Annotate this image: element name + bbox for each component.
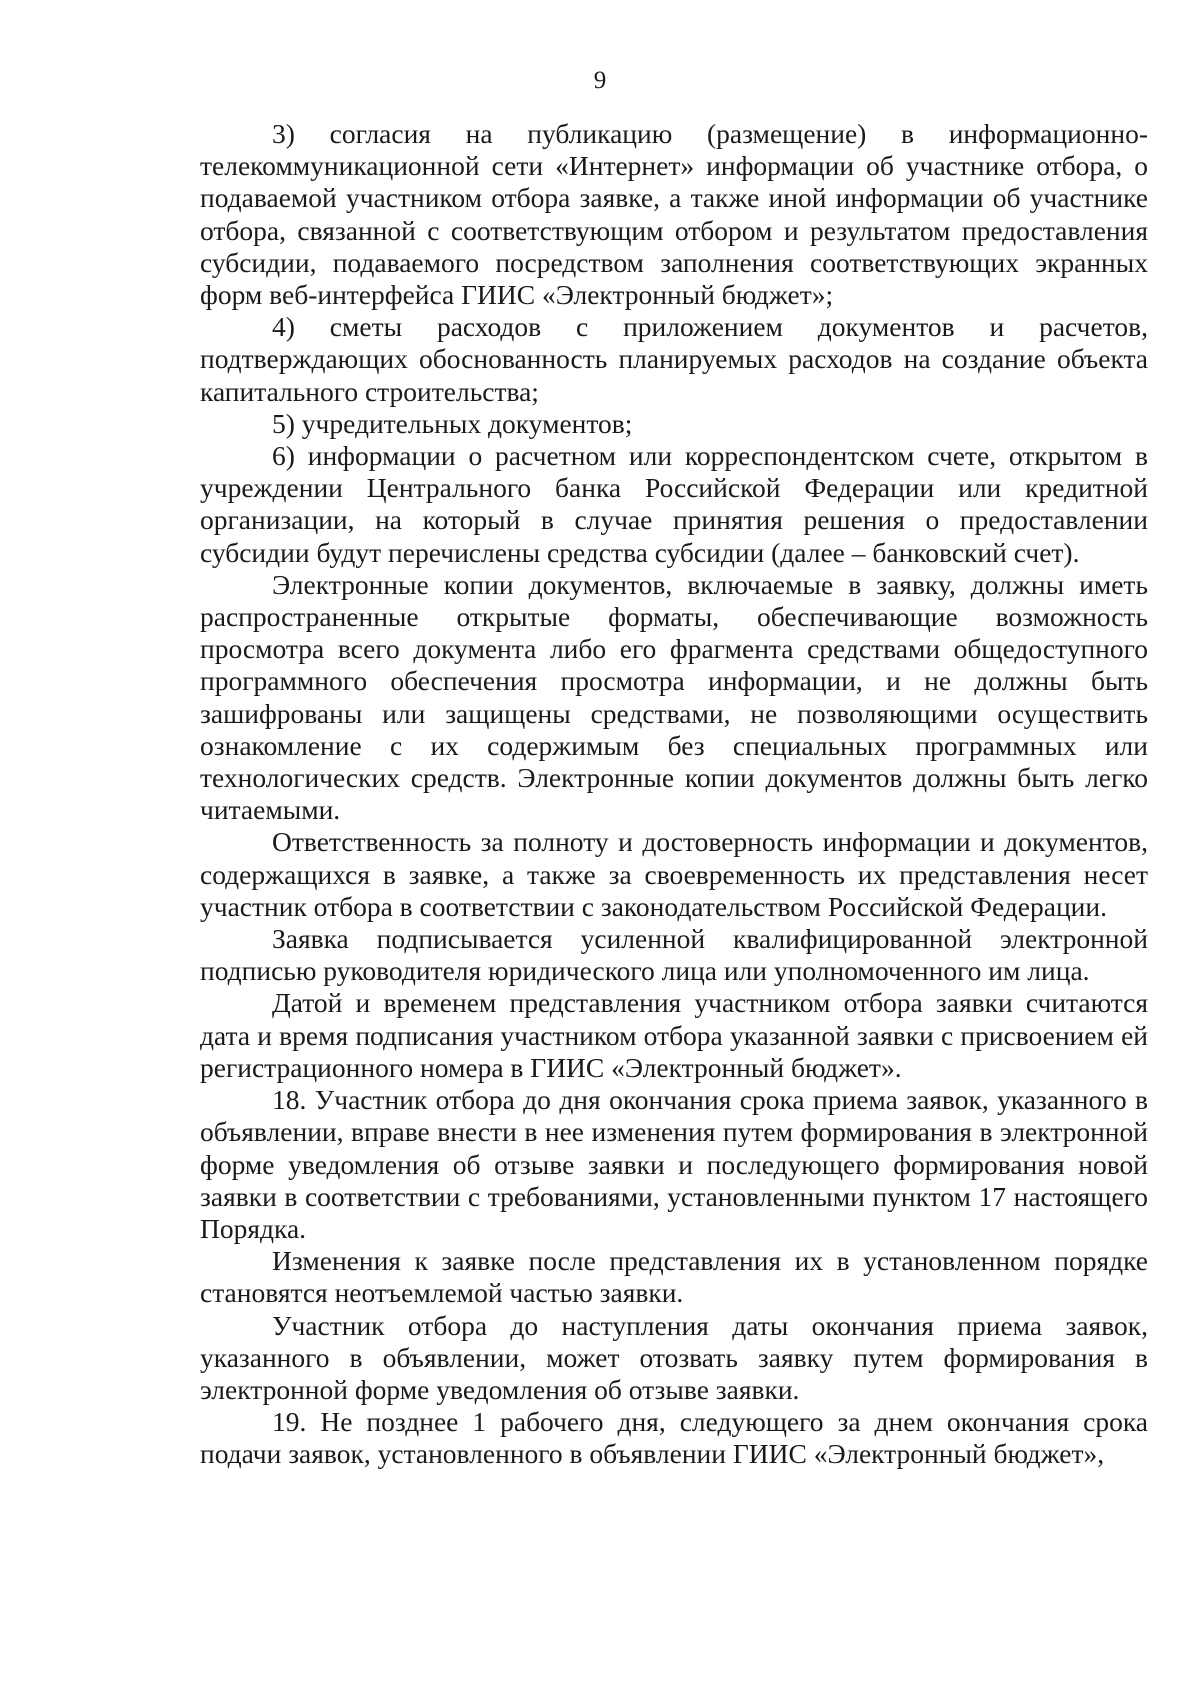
paragraph: 4) сметы расходов с приложением документов и расчетов, подтверждающих обоснованность планируемых расходов на создание объекта капитального строительства; <box>200 311 1148 407</box>
document-body <box>200 118 1148 1471</box>
paragraph: Изменения к заявке после представления их в установленном порядке становятся неотъемлемой частью заявки. <box>200 1245 1148 1309</box>
paragraph: 18. Участник отбора до дня окончания срока приема заявок, указанного в объявлении, вправе внести в нее изменения путем формирования в электронной форме уведомления об отзыве заявки и последующего формирования новой заявки в соответствии с требованиями, установленными пунктом 17 настоящего Порядка. <box>200 1084 1148 1244</box>
paragraph: 19. Не позднее 1 рабочего дня, следующего за днем окончания срока подачи заявок, установленного в объявлении ГИИС «Электронный бюджет», <box>200 1406 1148 1470</box>
paragraph: Электронные копии документов, включаемые в заявку, должны иметь распространенные открытые форматы, обеспечивающие возможность просмотра всего документа либо его фрагмента средствами общедоступного программного обеспечения просмотра информации, и не должны быть зашифрованы или защищены средствами, не позволяющими осуществить ознакомление с их содержимым без специальных программных или технологических средств. Электронные копии документов должны быть легко читаемыми. <box>200 568 1148 826</box>
paragraph: Участник отбора до наступления даты окончания приема заявок, указанного в объявлении, может отозвать заявку путем формирования в электронной форме уведомления об отзыве заявки. <box>200 1309 1148 1405</box>
paragraph: Заявка подписывается усиленной квалифицированной электронной подписью руководителя юридического лица или уполномоченного им лица. <box>200 923 1148 987</box>
paragraph: 6) информации о расчетном или корреспондентском счете, открытом в учреждении Центрального банка Российской Федерации или кредитной организации, на который в случае принятия решения о предоставлении субсидии будут перечислены средства субсидии (далее – банковский счет). <box>200 440 1148 568</box>
paragraph: 3) согласия на публикацию (размещение) в информационно-телекоммуникационной сети «Интернет» информации об участнике отбора, о подаваемой участником отбора заявке, а также иной информации об участнике отбора, связанной с соответствующим отбором и результатом предоставления субсидии, подаваемого посредством заполнения соответствующих экранных форм веб-интерфейса ГИИС «Электронный бюджет»; <box>200 118 1148 311</box>
paragraph: 5) учредительных документов; <box>272 407 633 439</box>
paragraph: Датой и временем представления участником отбора заявки считаются дата и время подписания участником отбора указанной заявки с присвоением ей регистрационного номера в ГИИС «Электронный бюджет». <box>200 987 1148 1083</box>
page-number: 9 <box>593 67 607 94</box>
paragraph: Ответственность за полноту и достоверность информации и документов, содержащихся в заявке, а также за своевременность их представления несет участник отбора в соответствии с законодательством Российской Федерации. <box>200 826 1148 922</box>
